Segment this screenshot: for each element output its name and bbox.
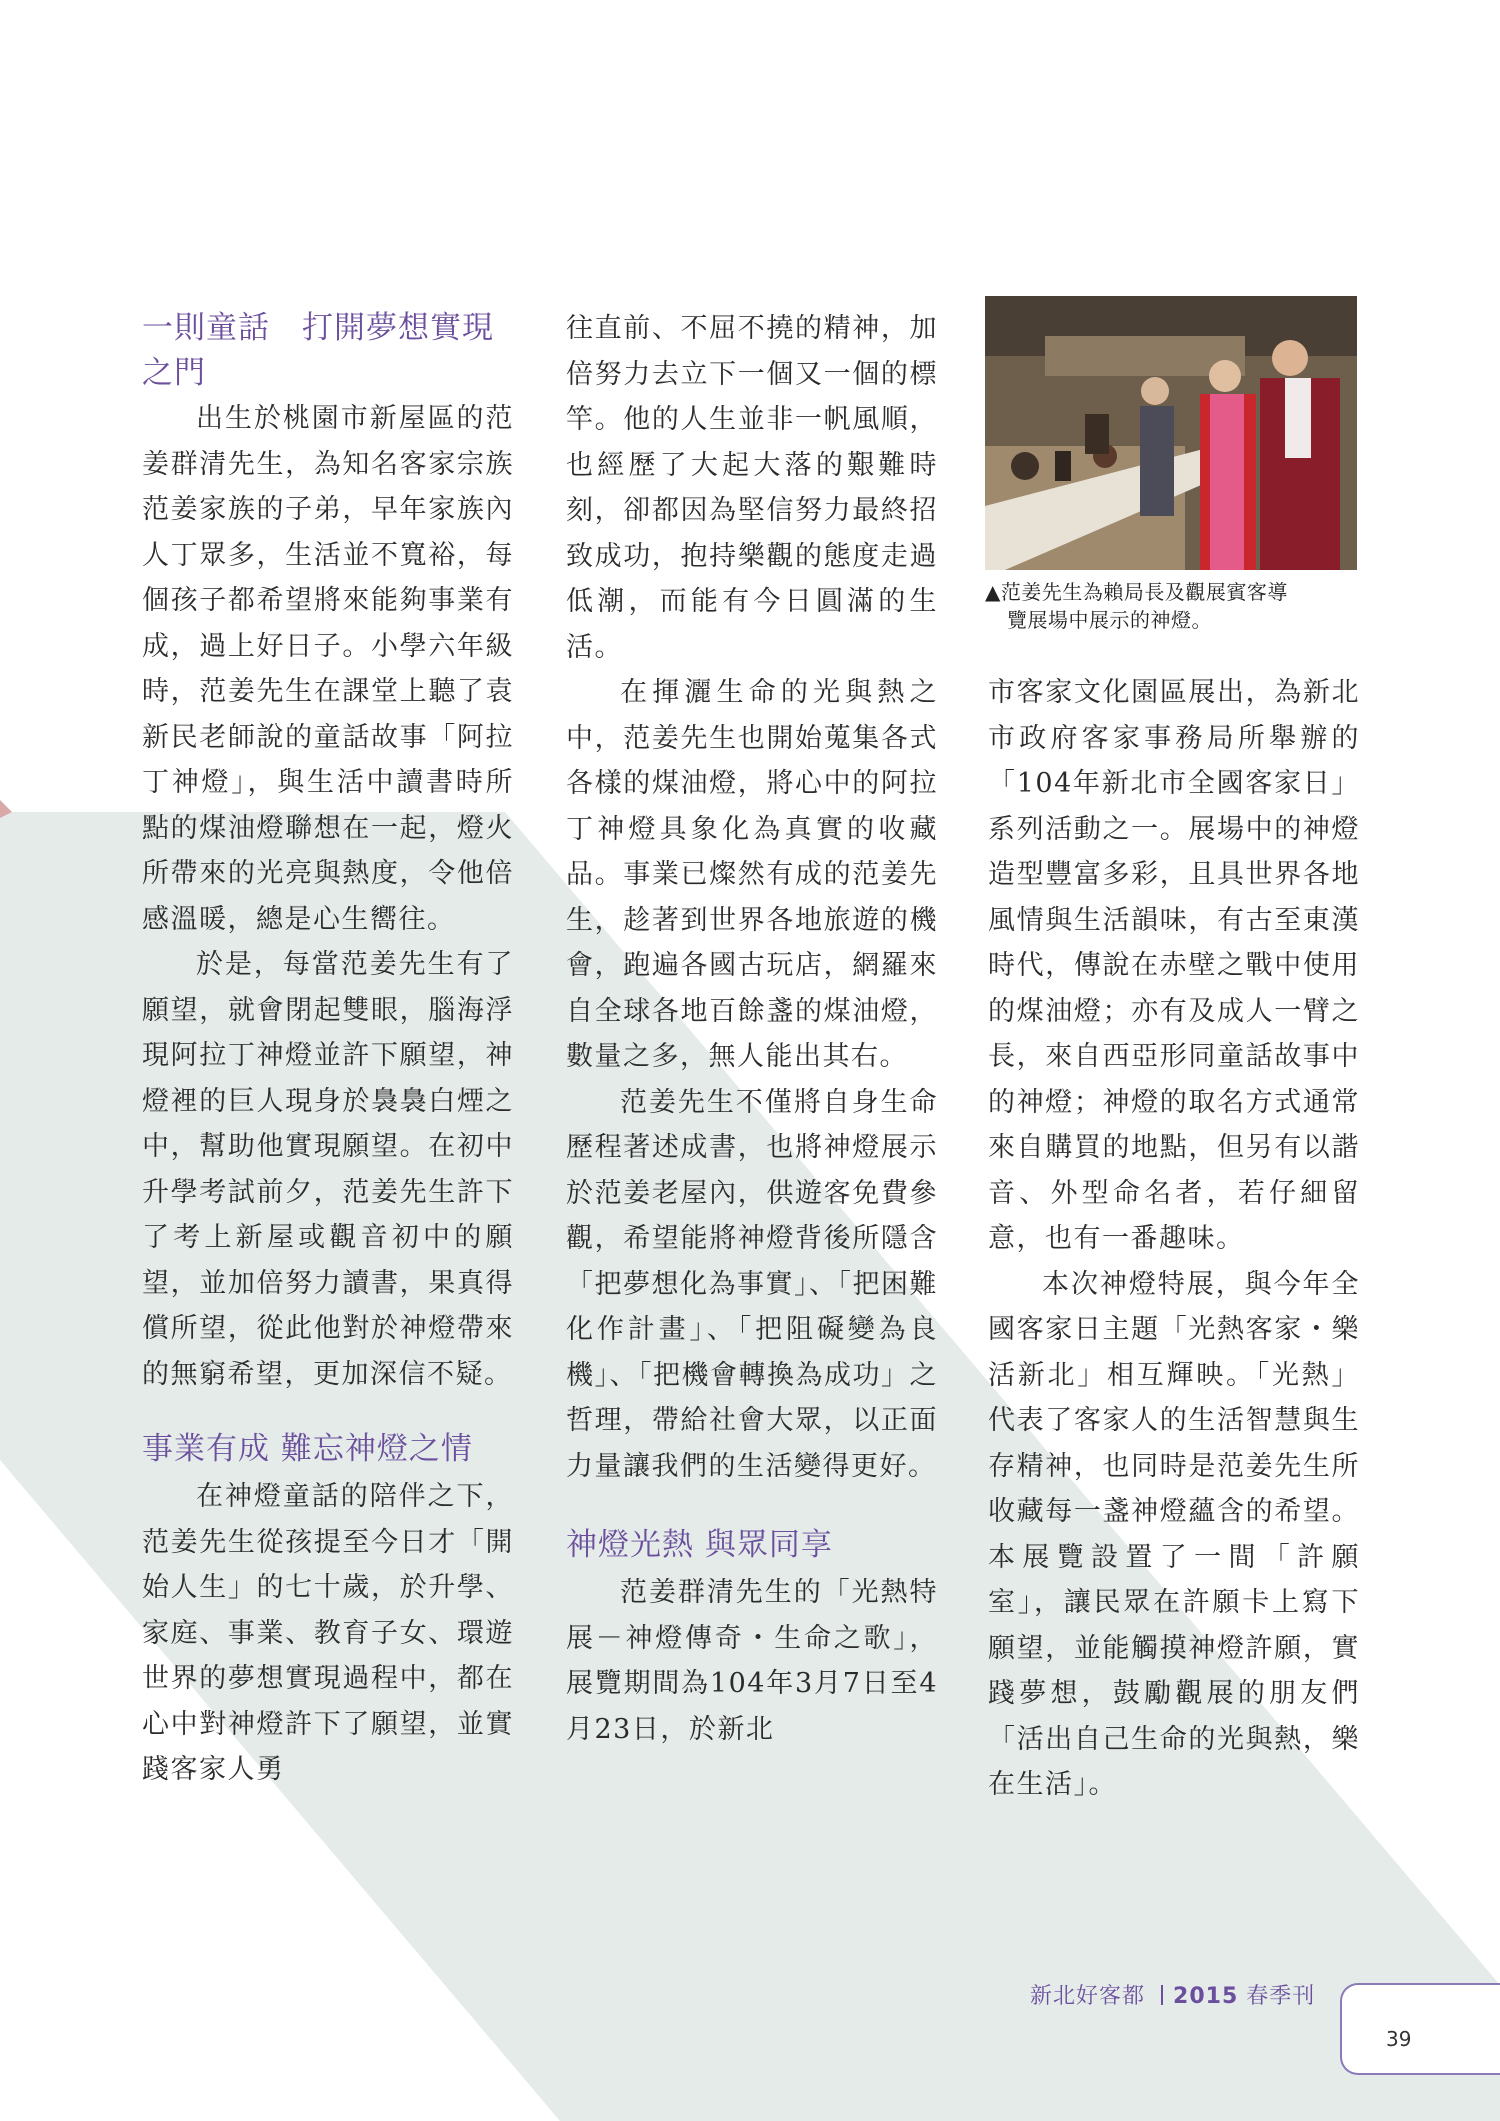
paragraph: 在神燈童話的陪伴之下，范姜先生從孩提至今日才「開始人生」的七十歲，於升學、家庭、事業、教育子女、環遊世界的夢想實現過程中，都在心中對神燈許下了願望，並實踐客家人勇: [142, 1481, 514, 1785]
paragraph: 在揮灑生命的光與熱之中，范姜先生也開始蒐集各式各樣的煤油燈，將心中的阿拉丁神燈具象化為真實的收藏品。事業已燦然有成的范姜先生，趁著到世界各地旅遊的機會，跑遍各國古玩店，網羅來自全球各地百餘盞的煤油燈，數量之多，無人能出其右。: [566, 677, 938, 1072]
footer-issue-label: [1030, 1979, 1315, 2010]
paragraph: 市客家文化園區展出，為新北市政府客家事務局所舉辦的「104年新北市全國客家日」系列活動之一。展場中的神燈造型豐富多彩，且具世界各地風情與生活韻味，有古至東漢時代，傳說在赤壁之戰中使用的煤油燈；亦有及成人一臂之長，來自西亞形同童話故事中的神燈；神燈的取名方式通常來自購買的地點，但另有以諧音、外型命名者，若仔細留意，也有一番趣味。: [988, 677, 1360, 1254]
caption-line: ▲范姜先生為賴局長及觀展賓客導: [985, 580, 1288, 604]
page-number-tab: [1340, 1983, 1500, 2075]
issue-season: 春季刊: [1246, 1984, 1316, 2009]
column-right: [988, 670, 1360, 1808]
caption-line: 覽展場中展示的神燈。: [1007, 608, 1212, 632]
paragraph: 往直前、不屈不撓的精神，加倍努力去立下一個又一個的標竿。他的人生並非一帆風順，也經歷了大起大落的艱難時刻，卻都因為堅信努力最終招致成功，抱持樂觀的態度走過低潮，而能有今日圓滿的生活。: [566, 313, 938, 663]
section-heading-fairy-tale: 一則童話 打開夢想實現之門: [142, 310, 494, 391]
paragraph: 本次神燈特展，與今年全國客家日主題「光熱客家・樂活新北」相互輝映。「光熱」代表了客家人的生活智慧與生存精神，也同時是范姜先生所收藏每一盞神燈蘊含的希望。本展覽設置了一間「許願室」，讓民眾在許願卡上寫下願望，並能觸摸神燈許願，實踐夢想，鼓勵觀展的朋友們「活出自己生命的光與熱，樂在生活」。: [988, 1268, 1360, 1800]
column-left: [142, 306, 514, 1793]
section-heading-share: 神燈光熱 與眾同享: [566, 1527, 833, 1563]
section-heading-career: 事業有成 難忘神燈之情: [142, 1431, 473, 1467]
paragraph: 范姜先生不僅將自身生命歷程著述成書，也將神燈展示於范姜老屋內，供遊客免費參觀，希望能將神燈背後所隱含「把夢想化為事實」、「把困難化作計畫」、「把阻礙變為良機」、「把機會轉換為成功」之哲理，帶給社會大眾，以正面力量讓我們的生活變得更好。: [566, 1086, 938, 1482]
paragraph: 范姜群清先生的「光熱特展－神燈傳奇・生命之歌」，展覽期間為104年3月7日至4月23日，於新北: [566, 1577, 938, 1745]
page-number: 39: [1386, 2027, 1412, 2051]
column-middle: [566, 306, 938, 1752]
photo-caption: [985, 578, 1365, 634]
magazine-name: 新北好客都: [1030, 1984, 1146, 2009]
paragraph: 於是，每當范姜先生有了願望，就會閉起雙眼，腦海浮現阿拉丁神燈並許下願望，神燈裡的巨人現身於裊裊白煙之中，幫助他實現願望。在初中升學考試前夕，范姜先生許下了考上新屋或觀音初中的願望，並加倍努力讀書，果真得償所望，從此他對於神燈帶來的無窮希望，更加深信不疑。: [142, 949, 514, 1390]
exhibition-photo: [985, 296, 1357, 570]
paragraph: 出生於桃園市新屋區的范姜群清先生，為知名客家宗族范姜家族的子弟，早年家族內人丁眾多，生活並不寬裕，每個孩子都希望將來能夠事業有成，過上好日子。小學六年級時，范姜先生在課堂上聽了袁新民老師說的童話故事「阿拉丁神燈」，與生活中讀書時所點的煤油燈聯想在一起，燈火所帶來的光亮與熱度，令他倍感溫暖，總是心生嚮往。: [142, 403, 514, 935]
issue-year: 2015: [1173, 1984, 1239, 2009]
footer-divider: [1161, 1985, 1163, 2005]
